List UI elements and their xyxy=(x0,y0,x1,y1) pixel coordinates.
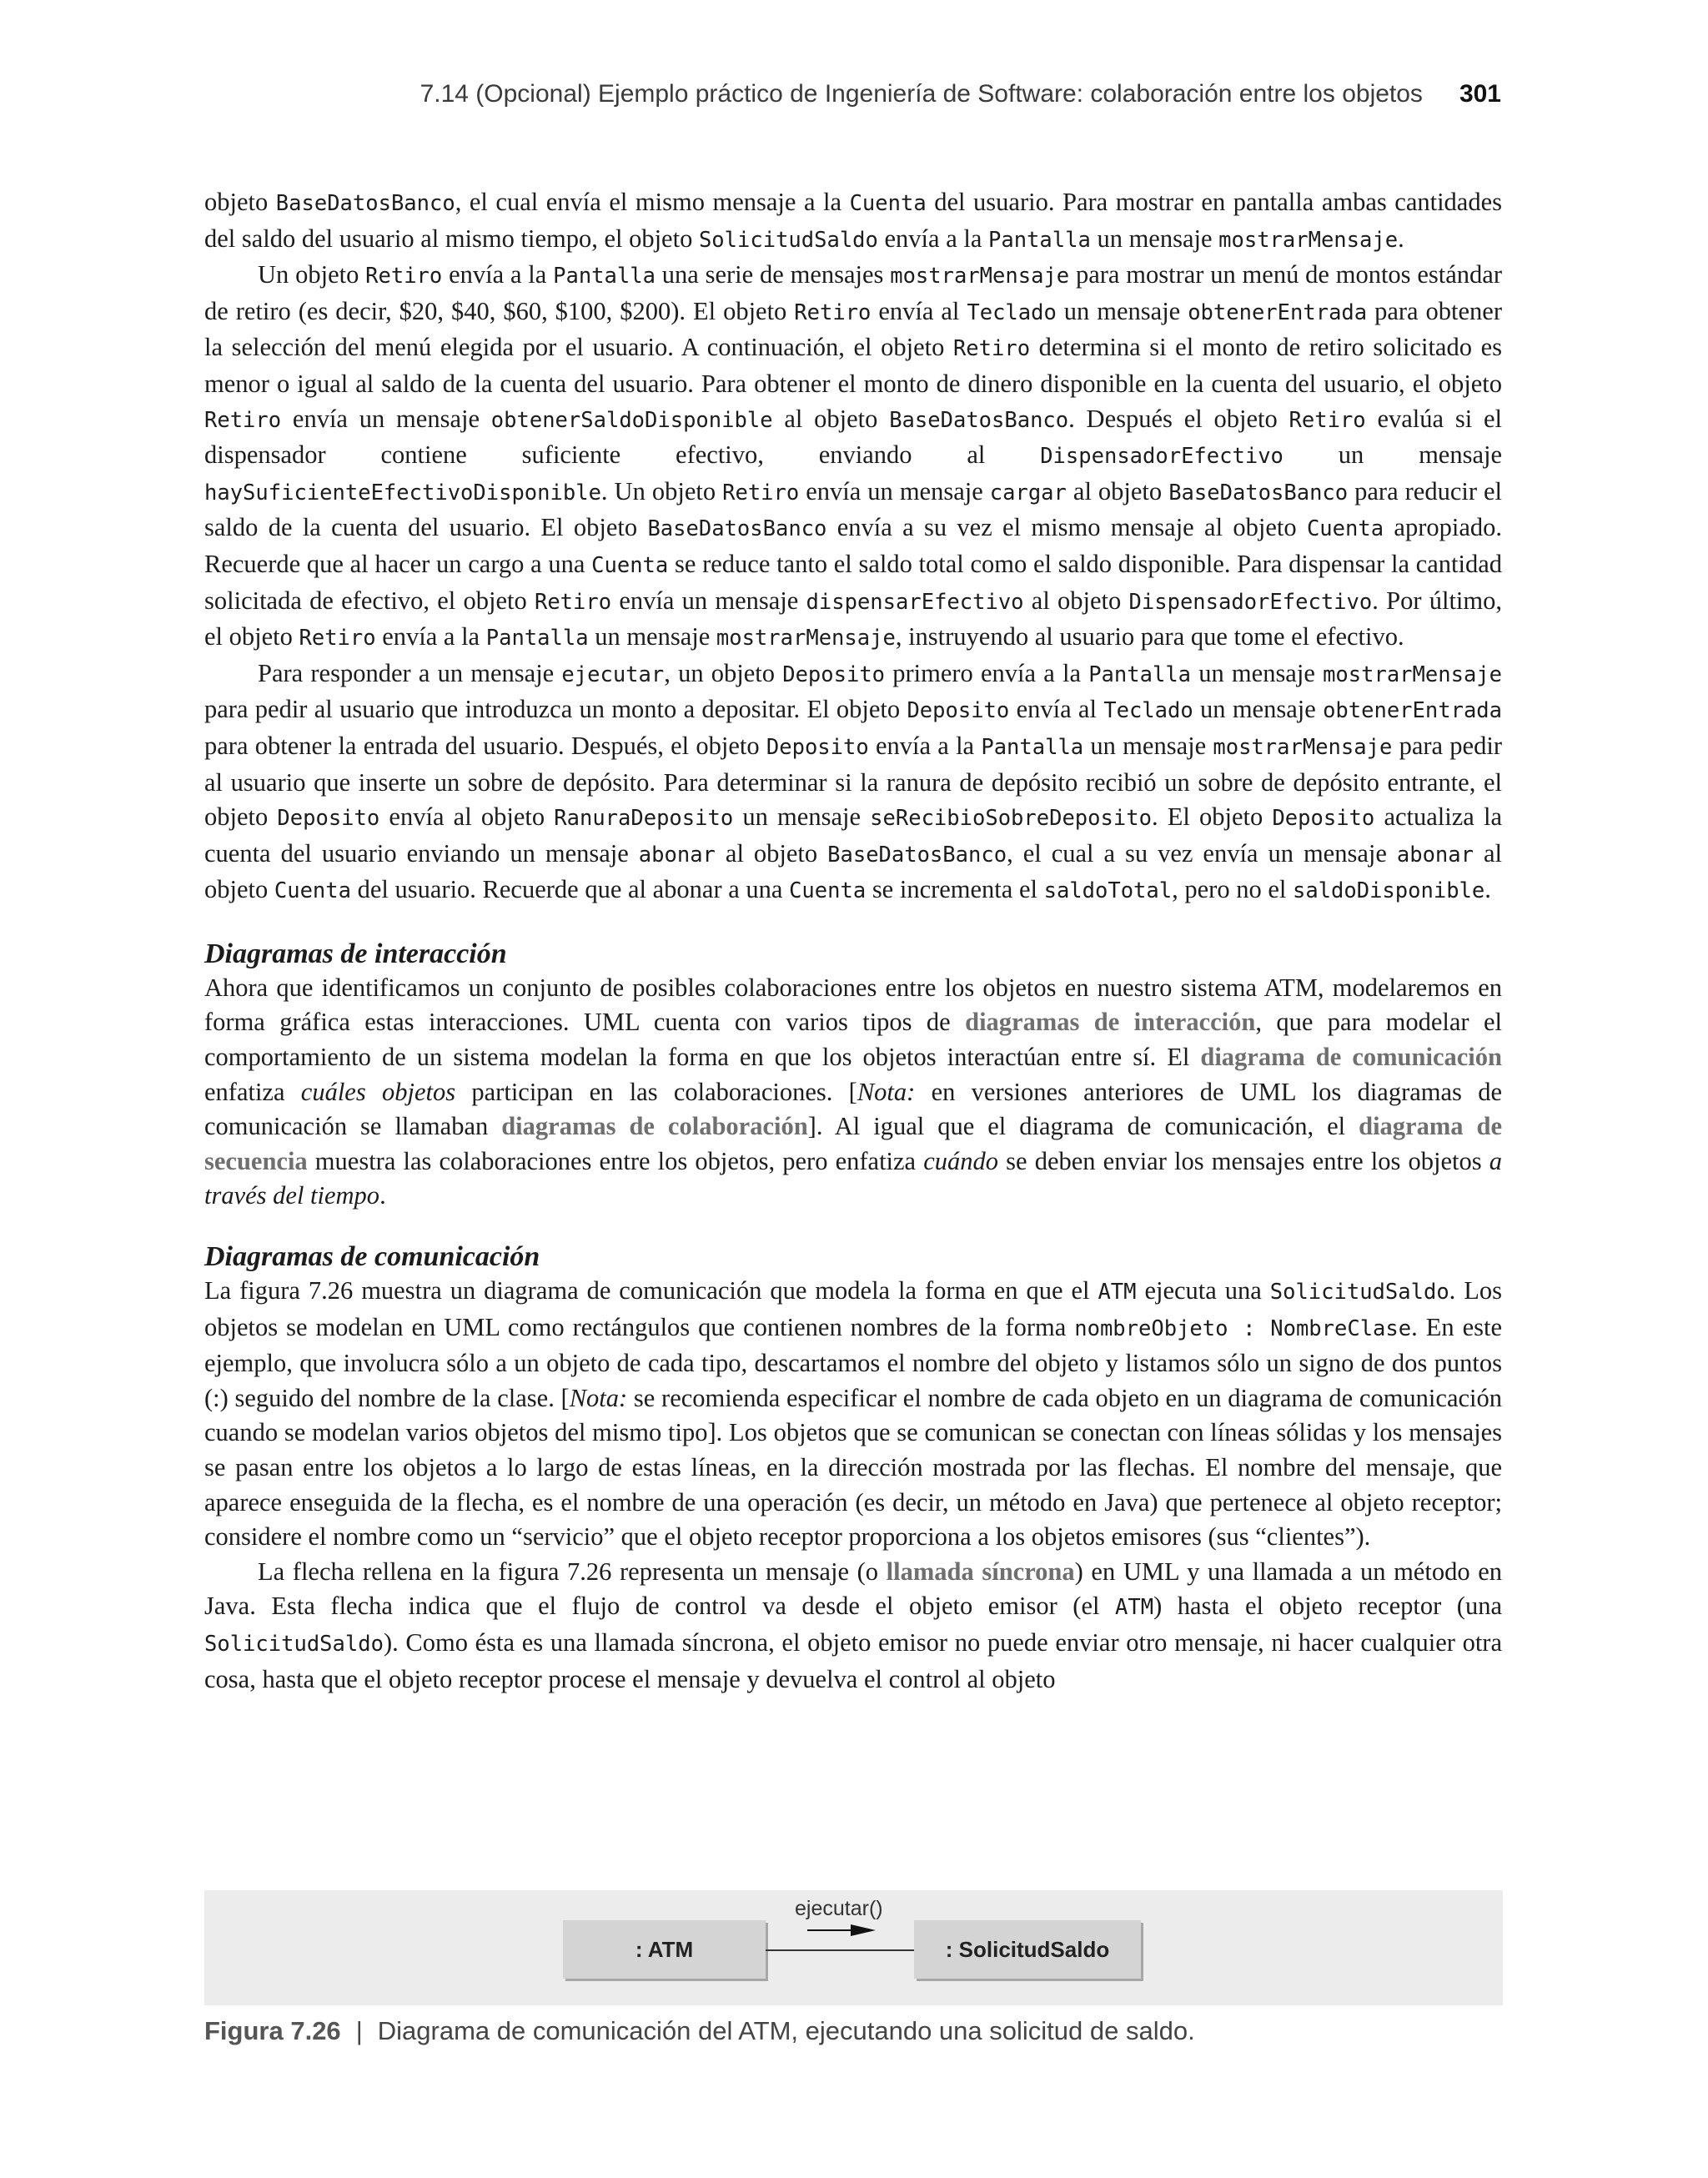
paragraph-4: Ahora que identificamos un conjunto de posibles colaboraciones entre los objetos en nuestro sistema ATM, modelaremos en forma gráfica estas interacciones. UML cuenta con varios tipos de diagramas de interacción, que para modelar el comportamiento de un sistema modelan la forma en que los objetos interactúan entre sí. El diagrama de comunicación enfatiza cuáles objetos participan en las colaboraciones. [Nota: en versiones anteriores de UML los diagramas de comunicación se llamaban diagramas de colaboración]. Al igual que el diagrama de comunicación, el diagrama de secuencia muestra las colaboraciones entre los objetos, pero enfatiza cuándo se deben enviar los mensajes entre los objetos a través del tiempo. xyxy=(204,973,1502,1210)
figure-7-26 xyxy=(204,1890,1503,2005)
message-arrow xyxy=(766,1915,914,1957)
paragraph-1: objeto BaseDatosBanco, el cual envía el mismo mensaje a la Cuenta del usuario. Para mostrar en pantalla ambas cantidades del saldo del usuario al mismo tiempo, el objeto SolicitudSaldo envía a la Pantalla un mensaje mostrarMensaje. xyxy=(204,188,1502,253)
figure-caption xyxy=(204,2016,1195,2046)
paragraph-5: La figura 7.26 muestra un diagrama de comunicación que modela la forma en que el ATM ejecuta una SolicitudSaldo. Los objetos se modelan en UML como rectángulos que contienen nombres de la forma nombreObjeto : NombreClase. En este ejemplo, que involucra sólo a un objeto de cada tipo, descartamos el nombre del objeto y listamos sólo un signo de dos puntos (:) seguido del nombre de la clase. [Nota: se recomienda especificar el nombre de cada objeto en un diagrama de comunicación cuando se modelan varios objetos del mismo tipo]. Los objetos que se comunican se conectan con líneas sólidas y los mensajes se pasan entre los objetos a lo largo de estas líneas, en la dirección mostrada por las flechas. El nombre del mensaje, que aparece enseguida de la flecha, es el nombre de una operación (es decir, un método en Java) que pertenece al objeto receptor; considere el nombre como un “servicio” que el objeto receptor proporciona a los objetos emisores (sus “clientes”). xyxy=(204,1276,1502,1552)
running-header xyxy=(0,80,1501,108)
heading-comunicacion: Diagramas de comunicación xyxy=(204,1241,540,1273)
solicitud-saldo-object-box: : SolicitudSaldo xyxy=(914,1920,1141,1979)
paragraph-2: Un objeto Retiro envía a la Pantalla una serie de mensajes mostrarMensaje para mostrar un menú de montos estándar de retiro (es decir, $20, $40, $60, $100, $200). El objeto Retiro envía al Teclado un mensaje obtenerEntrada para obtener la selección del menú elegida por el usuario. A continuación, el objeto Retiro determina si el monto de retiro solicitado es menor o igual al saldo de la cuenta del usuario. Para obtener el monto de dinero disponible en la cuenta del usuario, el objeto Retiro envía un mensaje obtenerSaldoDisponible al objeto BaseDatosBanco. Después el objeto Retiro evalúa si el dispensador contiene suficiente efectivo, enviando al DispensadorEfectivo un mensaje haySuficienteEfectivoDisponible. Un objeto Retiro envía un mensaje cargar al objeto BaseDatosBanco para reducir el saldo de la cuenta del usuario. El objeto BaseDatosBanco envía a su vez el mismo mensaje al objeto Cuenta apropiado. Recuerde que al hacer un cargo a una Cuenta se reduce tanto el saldo total como el saldo disponible. Para dispensar la cantidad solicitada de efectivo, el objeto Retiro envía un mensaje dispensarEfectivo al objeto DispensadorEfectivo. Por último, el objeto Retiro envía a la Pantalla un mensaje mostrarMensaje, instruyendo al usuario para que tome el efectivo. xyxy=(204,260,1503,651)
page-body xyxy=(204,185,1502,1697)
paragraph-3: Para responder a un mensaje ejecutar, un objeto Deposito primero envía a la Pantalla un mensaje mostrarMensaje para pedir al usuario que introduzca un monto a depositar. El objeto Deposito envía al Teclado un mensaje obtenerEntrada para obtener la entrada del usuario. Después, el objeto Deposito envía a la Pantalla un mensaje mostrarMensaje para pedir al usuario que inserte un sobre de depósito. Para determinar si la ranura de depósito recibió un sobre de depósito entrante, el objeto Deposito envía al objeto RanuraDeposito un mensaje seRecibioSobreDeposito. El objeto Deposito actualiza la cuenta del usuario enviando un mensaje abonar al objeto BaseDatosBanco, el cual a su vez envía un mensaje abonar al objeto Cuenta del usuario. Recuerde que al abonar a una Cuenta se incrementa el saldoTotal, pero no el saldoDisponible. xyxy=(204,658,1502,904)
caption-text: Diagrama de comunicación del ATM, ejecutando una solicitud de saldo. xyxy=(377,2016,1195,2045)
figure-label: Figura 7.26 xyxy=(204,2016,341,2045)
running-title: 7.14 (Opcional) Ejemplo práctico de Ingeniería de Software: colaboración entre los objetos xyxy=(419,80,1423,108)
heading-interaccion: Diagramas de interacción xyxy=(204,938,507,969)
paragraph-6: La flecha rellena en la figura 7.26 representa un mensaje (o llamada síncrona) en UML y una llamada a un método en Java. Esta flecha indica que el flujo de control va desde el objeto emisor (el ATM) hasta el objeto receptor (una SolicitudSaldo). Como ésta es una llamada síncrona, el objeto emisor no puede enviar otro mensaje, ni hacer cualquier otra cosa, hasta que el objeto receptor procese el mensaje y devuelva el control al objeto xyxy=(204,1557,1502,1693)
atm-object-box: : ATM xyxy=(563,1920,766,1979)
page-number: 301 xyxy=(1459,80,1501,108)
caption-separator: | xyxy=(355,2016,363,2045)
message-label: ejecutar() xyxy=(795,1897,883,1920)
